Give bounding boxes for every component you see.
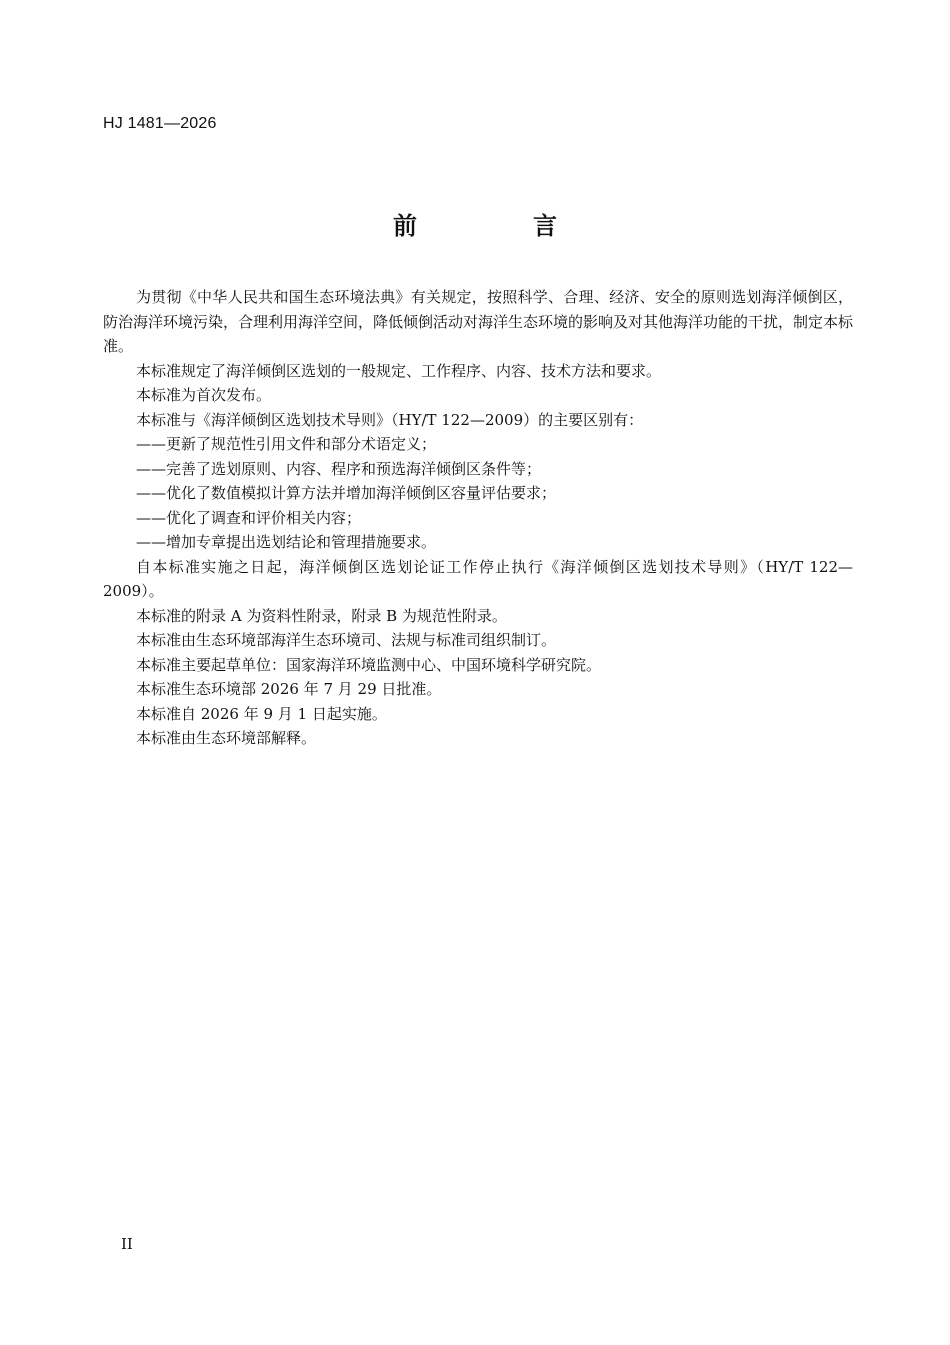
paragraph-interpretation: 本标准由生态环境部解释。 — [136, 729, 317, 747]
paragraph-drafters: 本标准主要起草单位：国家海洋环境监测中心、中国环境科学研究院。 — [136, 655, 602, 674]
list-item: ——完善了选划原则、内容、程序和预选海洋倾倒区条件等； — [136, 459, 542, 478]
paragraph-first-release: 本标准为首次发布。 — [136, 386, 272, 404]
paragraph-supersession: 自本标准实施之日起，海洋倾倒区选划论证工作停止执行《海洋倾倒区选划技术导则》（HY/T 122—2009）。 — [103, 557, 853, 600]
foreword-body — [103, 285, 853, 751]
list-item: ——优化了数值模拟计算方法并增加海洋倾倒区容量评估要求； — [136, 484, 557, 502]
paragraph-purpose: 为贯彻《中华人民共和国生态环境法典》有关规定，按照科学、合理、经济、安全的原则选划海洋倾倒区，防治海洋环境污染，合理利用海洋空间，降低倾倒活动对海洋生态环境的影响及对其他海洋功能的干扰，制定本标准。 — [103, 288, 854, 355]
document-code: HJ 1481—2026 — [103, 115, 217, 132]
page-title: 前 言 — [393, 211, 603, 240]
paragraph-approval-date: 本标准生态环境部 2026 年 7 月 29 日批准。 — [136, 680, 442, 698]
list-item: ——增加专章提出选划结论和管理措施要求。 — [136, 533, 437, 551]
paragraph-scope: 本标准规定了海洋倾倒区选划的一般规定、工作程序、内容、技术方法和要求。 — [136, 361, 662, 380]
page-number: II — [121, 1235, 133, 1253]
paragraph-annexes: 本标准的附录 A 为资料性附录，附录 B 为规范性附录。 — [136, 606, 507, 625]
list-item: ——更新了规范性引用文件和部分术语定义； — [136, 435, 437, 453]
list-item: ——优化了调查和评价相关内容； — [136, 508, 362, 527]
paragraph-differences-intro: 本标准与《海洋倾倒区选划技术导则》（HY/T 122—2009）的主要区别有： — [136, 410, 644, 429]
paragraph-organizer: 本标准由生态环境部海洋生态环境司、法规与标准司组织制订。 — [136, 631, 557, 649]
paragraph-effective-date: 本标准自 2026 年 9 月 1 日起实施。 — [136, 704, 387, 723]
